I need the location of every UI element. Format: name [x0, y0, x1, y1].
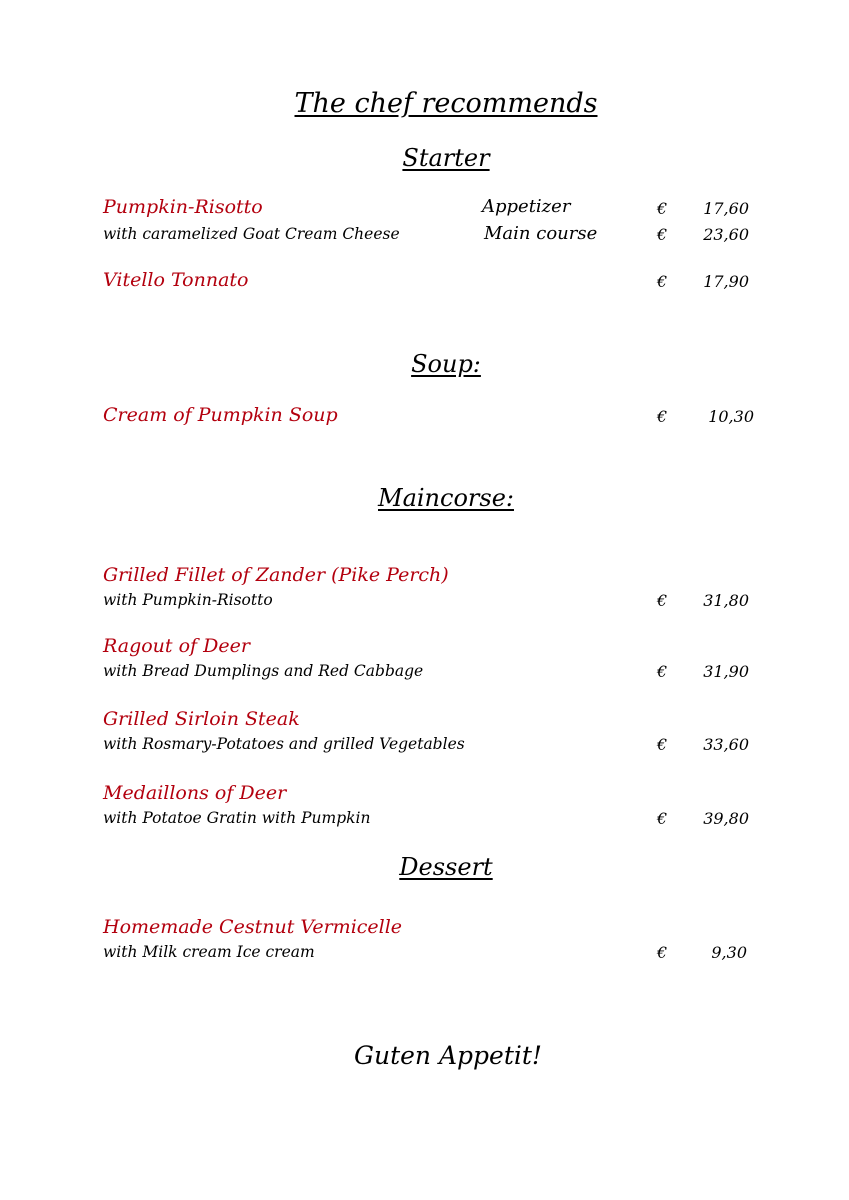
dish-price: 31,90	[703, 662, 749, 681]
dish-name: Vitello Tonnato	[103, 269, 249, 291]
dish-description: with Milk cream Ice cream	[103, 943, 315, 961]
dish-price: 23,60	[703, 225, 749, 244]
currency-symbol: €	[657, 591, 668, 610]
currency-symbol: €	[657, 225, 668, 244]
menu-title: The chef recommends	[294, 88, 598, 119]
dish-name: Homemade Cestnut Vermicelle	[103, 916, 403, 938]
dish-name: Medaillons of Deer	[103, 782, 287, 804]
dish-name: Grilled Fillet of Zander (Pike Perch)	[103, 564, 449, 586]
dish-price: 17,60	[703, 199, 749, 218]
dish-description: with Potatoe Gratin with Pumpkin	[103, 809, 371, 827]
dish-price: 31,80	[703, 591, 749, 610]
dish-name: Ragout of Deer	[103, 635, 250, 657]
dish-price: 10,30	[708, 407, 754, 426]
dish-price: 9,30	[711, 943, 747, 962]
closing-greeting: Guten Appetit!	[354, 1041, 542, 1070]
dish-name: Grilled Sirloin Steak	[103, 708, 300, 730]
currency-symbol: €	[657, 199, 668, 218]
dish-price: 39,80	[703, 809, 749, 828]
currency-symbol: €	[657, 407, 668, 426]
section-heading-starter: Starter	[402, 144, 490, 172]
dish-description: with Pumpkin-Risotto	[103, 591, 273, 609]
course-option-label: Main course	[484, 223, 598, 244]
currency-symbol: €	[657, 809, 668, 828]
section-heading-dessert: Dessert	[399, 853, 493, 881]
dish-description: with Rosmary-Potatoes and grilled Vegetables	[103, 735, 465, 753]
course-option-label: Appetizer	[482, 196, 571, 217]
dish-description: with caramelized Goat Cream Cheese	[103, 225, 400, 243]
currency-symbol: €	[657, 272, 668, 291]
dish-description: with Bread Dumplings and Red Cabbage	[103, 662, 424, 680]
dish-price: 17,90	[703, 272, 749, 291]
dish-price: 33,60	[703, 735, 749, 754]
dish-name: Cream of Pumpkin Soup	[103, 404, 338, 426]
currency-symbol: €	[657, 943, 668, 962]
currency-symbol: €	[657, 662, 668, 681]
section-heading-soup: Soup:	[411, 350, 481, 378]
section-heading-main: Maincorse:	[378, 484, 514, 512]
currency-symbol: €	[657, 735, 668, 754]
dish-name: Pumpkin-Risotto	[103, 196, 263, 218]
